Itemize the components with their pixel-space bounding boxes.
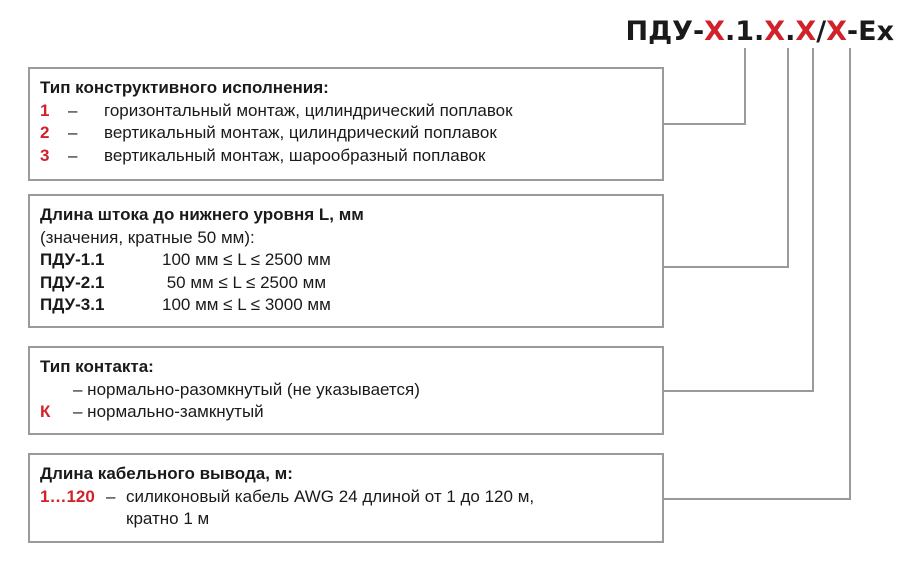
code-placeholder-rod-length: Х [764,16,786,47]
code-suffix: -Ex [846,16,894,47]
code-placeholder-contact: Х [795,16,817,47]
construction-type-title: Тип конструктивного исполнения: [40,78,329,97]
list-item [40,486,652,509]
list-item [40,100,652,123]
code-placeholder-cable: Х [826,16,847,47]
table-row [40,294,652,317]
contact-type-title: Тип контакта: [40,357,154,376]
option-code: К [40,402,51,421]
cable-length-box [28,453,664,543]
option-text: вертикальный монтаж, цилиндрический поплавок [104,123,497,142]
option-code: 2 [40,123,50,142]
list-item [40,122,652,145]
length-range: 50 мм ≤ L ≤ 2500 мм [162,272,327,292]
code-prefix: ПДУ- [625,16,705,47]
option-text: силиконовый кабель AWG 24 длиной от 1 до 120 м, [126,486,535,506]
option-text: – нормально-разомкнутый (не указывается) [73,379,420,399]
option-dash: – [68,145,78,165]
code-separator: .1. [724,16,765,47]
connector-construction [664,48,745,124]
rod-length-note: (значения, кратные 50 мм): [40,227,255,247]
list-item [40,379,652,402]
contact-type-box [28,346,664,435]
option-text: горизонтальный монтаж, цилиндрический поплавок [104,100,513,120]
connector-rod-length [664,48,788,267]
option-code: 1…120 [40,486,95,506]
table-row [40,272,652,295]
code-slash: / [816,16,827,47]
construction-type-box [28,67,664,181]
length-range: 100 мм ≤ L ≤ 2500 мм [162,250,331,269]
option-dash: – [68,100,78,120]
option-text: – нормально-замкнутый [73,402,264,421]
option-code: 1 [40,100,50,120]
list-item [40,401,652,424]
model-name: ПДУ-1.1 [40,250,105,269]
list-item [40,145,652,168]
table-row [40,249,652,272]
rod-length-title: Длина штока до нижнего уровня L, мм [40,205,364,224]
rod-length-box [28,194,664,328]
model-name: ПДУ-2.1 [40,272,105,292]
length-range: 100 мм ≤ L ≤ 3000 мм [162,295,331,314]
code-placeholder-construction: Х [704,16,725,47]
option-code [40,379,73,402]
connector-contact [664,48,813,391]
connector-cable [664,48,850,499]
option-text: вертикальный монтаж, шарообразный поплавок [104,145,486,165]
option-text-continuation: кратно 1 м [126,509,210,528]
cable-length-title: Длина кабельного вывода, м: [40,464,293,483]
option-code: 3 [40,145,50,165]
option-dash: – [68,123,78,142]
option-dash: – [106,486,116,506]
model-name: ПДУ-3.1 [40,295,105,314]
code-separator: . [785,16,796,47]
